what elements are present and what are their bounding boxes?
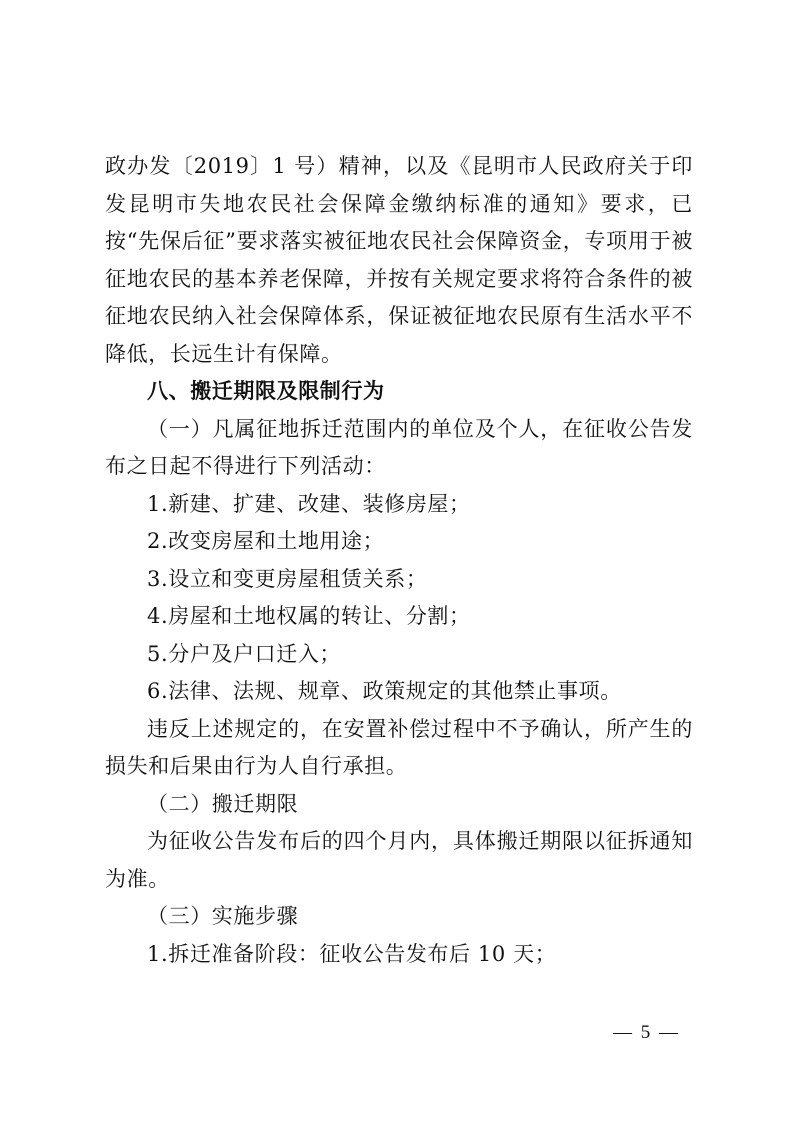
restriction-intro: （一）凡属征地拆迁范围内的单位及个人，在征收公告发布之日起不得进行下列活动：: [105, 416, 693, 478]
restriction-item: 3.设立和变更房屋租赁关系；: [147, 566, 428, 591]
restriction-item: 2.改变房屋和土地用途；: [147, 529, 385, 553]
relocation-deadline-text: 为征收公告发布后的四个月内，具体搬迁期限以征拆通知为准。: [105, 829, 693, 891]
restriction-item: 6.法律、法规、规章、政策规定的其他禁止事项。: [147, 679, 622, 703]
implementation-steps-heading: （三）实施步骤: [147, 904, 299, 928]
relocation-deadline-heading: （二）搬迁期限: [147, 791, 299, 816]
document-body: [105, 148, 693, 973]
page-number: — 5 —: [613, 1022, 680, 1043]
restriction-item: 5.分户及户口迁入；: [147, 641, 342, 666]
restriction-item: 1.新建、扩建、改建、装修房屋；: [147, 491, 471, 516]
continuation-paragraph: 政办发〔2019〕1 号）精神，以及《昆明市人民政府关于印发昆明市失地农民社会保障金缴纳标准的通知》要求，已按“先保后征”要求落实被征地农民社会保障资金，专项用于被征地农民的基本养老保障，并按有关规定要求将符合条件的被征地农民纳入社会保障体系，保证被征地农民原有生活水平不降低，长远生计有保障。: [105, 154, 693, 366]
implementation-step-1: 1.拆迁准备阶段：征收公告发布后 10 天；: [147, 941, 557, 966]
restriction-item: 4.房屋和土地权属的转让、分割；: [147, 604, 471, 628]
consequence-paragraph: 违反上述规定的，在安置补偿过程中不予确认，所产生的损失和后果由行为人自行承担。: [105, 716, 693, 778]
section-heading: 八、搬迁期限及限制行为: [147, 379, 385, 403]
